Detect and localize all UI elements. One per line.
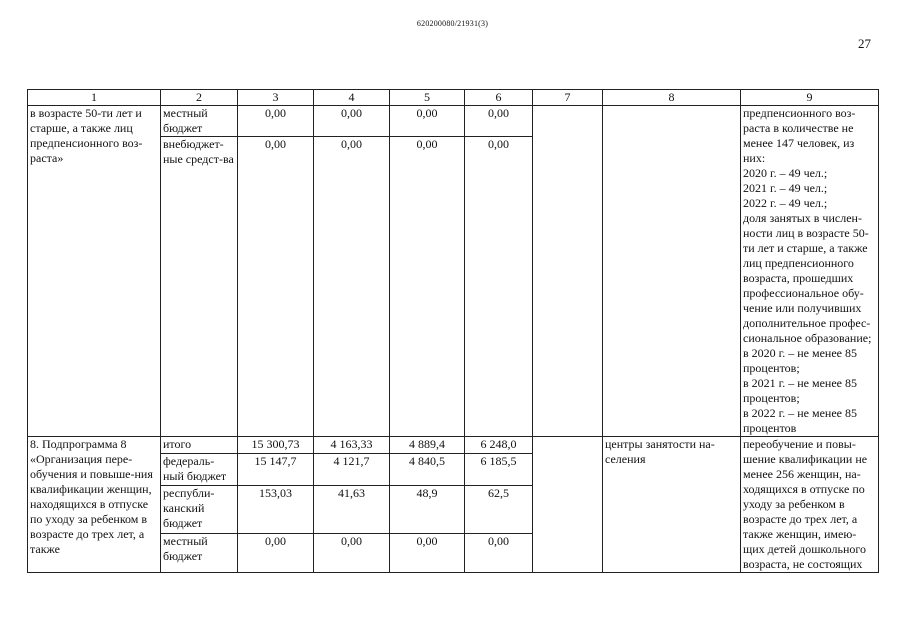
column-number-row bbox=[28, 90, 879, 106]
page-number: 27 bbox=[858, 36, 871, 51]
amount-total-cell: 15 300,73 bbox=[238, 437, 314, 454]
target-indicator-cell: переобучение и повы-шение квалификации не менее 256 женщин, на-ходящихся в отпуске по уходу за ребенком в возрасте до трех лет, а также женщин, имею-щих детей дошкольного возраста, не состоящих bbox=[741, 437, 879, 573]
amount-2022-cell: 0,00 bbox=[465, 533, 533, 572]
col7-cell bbox=[533, 106, 603, 437]
executor-cell: центры занятости на-селения bbox=[603, 437, 741, 573]
col-header-5: 5 bbox=[390, 90, 465, 106]
col-header-8: 8 bbox=[603, 90, 741, 106]
amount-2022-cell: 0,00 bbox=[465, 137, 533, 437]
funding-source-cell: федераль-ный бюджет bbox=[161, 453, 238, 485]
col-header-1: 1 bbox=[28, 90, 161, 106]
amount-2021-cell: 0,00 bbox=[390, 106, 465, 137]
col-header-6: 6 bbox=[465, 90, 533, 106]
program-name-cell: 8. Подпрограмма 8 «Организация пере-обучения и повыше-ния квалификации женщин, находящихся в отпуске по уходу за ребенком в возрасте до трех лет, а также bbox=[28, 437, 161, 573]
amount-2020-cell: 4 163,33 bbox=[314, 437, 390, 454]
funding-source-cell: местный бюджет bbox=[161, 106, 238, 137]
amount-2021-cell: 4 840,5 bbox=[390, 453, 465, 485]
amount-2020-cell: 4 121,7 bbox=[314, 453, 390, 485]
amount-total-cell: 15 147,7 bbox=[238, 453, 314, 485]
amount-2022-cell: 0,00 bbox=[465, 106, 533, 137]
program-table bbox=[27, 89, 879, 573]
funding-source-cell: местный бюджет bbox=[161, 533, 238, 572]
amount-total-cell: 0,00 bbox=[238, 137, 314, 437]
funding-source-cell: республи-канский бюджет bbox=[161, 485, 238, 533]
target-indicator-cell: предпенсионного воз-раста в количестве не менее 147 человек, из них: 2020 г. – 49 чел.; 2021 г. – 49 чел.; 2022 г. – 49 чел.; доля занятых в числен-ности лиц в возрасте 50-ти лет и старше, а также лиц предпенсионного возраста, прошедших профессиональное обу-чение или получивших дополнительное профес-сиональное образование; в 2020 г. – не менее 85 процентов; в 2021 г. – не менее 85 процентов; в 2022 г. – не менее 85 процентов bbox=[741, 106, 879, 437]
document-code: 620200080/21931(3) bbox=[416, 19, 489, 28]
amount-2021-cell: 0,00 bbox=[390, 137, 465, 437]
amount-2022-cell: 62,5 bbox=[465, 485, 533, 533]
amount-2020-cell: 0,00 bbox=[314, 137, 390, 437]
table-row bbox=[28, 106, 879, 137]
col-header-7: 7 bbox=[533, 90, 603, 106]
amount-2020-cell: 41,63 bbox=[314, 485, 390, 533]
col-header-9: 9 bbox=[741, 90, 879, 106]
amount-2020-cell: 0,00 bbox=[314, 533, 390, 572]
amount-2022-cell: 6 248,0 bbox=[465, 437, 533, 454]
col-header-2: 2 bbox=[161, 90, 238, 106]
amount-total-cell: 0,00 bbox=[238, 106, 314, 137]
amount-total-cell: 153,03 bbox=[238, 485, 314, 533]
col7-cell bbox=[533, 437, 603, 573]
table-row bbox=[28, 437, 879, 454]
funding-source-cell: итого bbox=[161, 437, 238, 454]
amount-2021-cell: 0,00 bbox=[390, 533, 465, 572]
funding-source-cell: внебюджет-ные средст-ва bbox=[161, 137, 238, 437]
col-header-3: 3 bbox=[238, 90, 314, 106]
program-name-cell: в возрасте 50-ти лет и старше, а также лиц предпенсионного воз-раста» bbox=[28, 106, 161, 437]
executor-cell bbox=[603, 106, 741, 437]
col-header-4: 4 bbox=[314, 90, 390, 106]
amount-2020-cell: 0,00 bbox=[314, 106, 390, 137]
amount-2022-cell: 6 185,5 bbox=[465, 453, 533, 485]
amount-2021-cell: 4 889,4 bbox=[390, 437, 465, 454]
amount-2021-cell: 48,9 bbox=[390, 485, 465, 533]
amount-total-cell: 0,00 bbox=[238, 533, 314, 572]
